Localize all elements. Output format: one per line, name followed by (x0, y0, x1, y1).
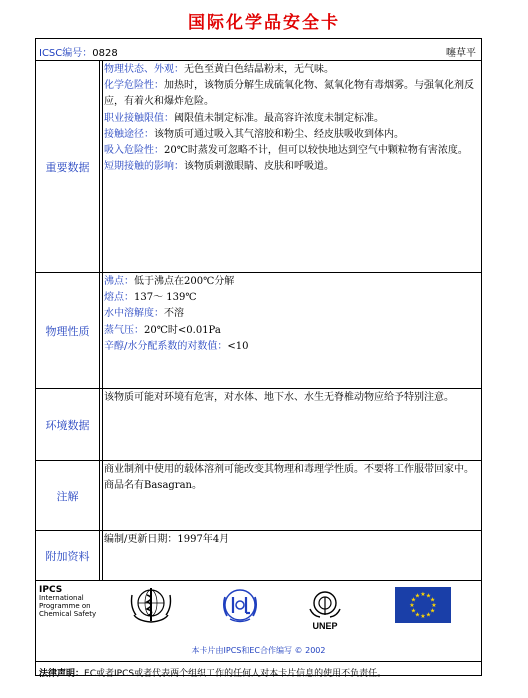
icsc-number-field (39, 44, 118, 59)
chemical-name: 噻草平 (446, 48, 476, 59)
important-line: 短期接触的影响：该物质刺激眼睛、皮肤和呼吸道。 (104, 161, 334, 173)
physical-properties-label: 物理性质 (36, 273, 100, 388)
physical-properties-content (102, 273, 481, 388)
ipcs-abbr: IPCS (39, 585, 63, 595)
important-data-content (102, 61, 481, 272)
who-emblem-icon (128, 585, 174, 625)
additional-info-content: 编制/更新日期：1997年4月 (102, 531, 481, 580)
important-line: 化学危险性：加热时，该物质分解生成硫氧化物、氮氧化物有毒烟雾。与强氧化剂反应，有着火和爆炸危险。 (104, 80, 474, 108)
eu-star-icon: ★ (414, 611, 421, 619)
ipcs-line: International (39, 594, 84, 602)
eu-star-icon: ★ (414, 592, 421, 600)
notes-row (36, 461, 481, 531)
important-line: 物理状态、外观：无色至黄白色结晶粉末，无气味。 (104, 64, 334, 75)
important-line: 接触途径：该物质可通过吸入其气溶胶和粉尘、经皮肤吸收到体内。 (104, 128, 404, 140)
property-line: 熔点：137～ 139℃ (104, 292, 197, 304)
additional-info-row (36, 531, 481, 581)
eu-star-icon: ★ (410, 607, 417, 615)
physical-properties-row (36, 273, 481, 389)
eu-star-icon: ★ (409, 602, 415, 609)
ipcs-line: Programme on (39, 602, 91, 610)
icsc-header-row (36, 39, 481, 61)
property-line: 辛醇/水分配系数的对数值：<10 (104, 340, 249, 352)
important-data-label: 重要数据 (36, 61, 100, 272)
environment-data-content: 该物质可能对环境有危害，对水体、地下水、水生无脊椎动物应给予特别注意。 (102, 389, 481, 460)
notes-label: 注解 (36, 461, 100, 530)
ipcs-logo (39, 586, 96, 618)
card-title: 国际化学品安全卡 (188, 13, 340, 33)
notes-content: 商业制剂中使用的载体溶剂可能改变其物理和毒理学性质。不要将工作服带回家中。商品名有Basagran。 (102, 461, 481, 530)
logo-bar (36, 581, 481, 662)
eu-star-icon: ★ (425, 592, 432, 600)
property-line: 沸点：低于沸点在200℃分解 (104, 276, 235, 287)
unep-emblem-icon (302, 585, 348, 631)
important-data-row (36, 61, 481, 273)
icsc-number: 0828 (92, 48, 118, 59)
legal-text: EC或者IPCS或者代表两个组织工作的任何人对本卡片信息的使用不负责任。 (84, 669, 387, 679)
environment-data-row (36, 389, 481, 461)
eu-star-icon: ★ (429, 607, 436, 615)
eu-flag-icon (395, 587, 451, 623)
legal-statement (39, 666, 386, 679)
safety-card (35, 38, 482, 679)
eu-star-icon: ★ (420, 591, 426, 598)
important-line: 吸入危险性：20℃时蒸发可忽略不计，但可以较快地达到空气中颗粒物有害浓度。 (104, 145, 468, 157)
eu-star-icon: ★ (431, 602, 437, 609)
important-line: 职业接触限值：阈限值未制定标准。最高容许浓度未制定标准。 (104, 112, 384, 124)
icsc-label: ICSC编号： (39, 48, 93, 59)
eu-star-icon: ★ (425, 611, 432, 619)
property-line: 蒸气压：20℃时<0.01Pa (104, 324, 221, 336)
ipcs-line: Chemical Safety (39, 610, 97, 618)
eu-star-icon: ★ (410, 596, 417, 604)
unep-label: UNEP (312, 621, 338, 631)
ilo-emblem-icon (220, 585, 260, 625)
environment-data-label: 环境数据 (36, 389, 100, 460)
additional-info-label: 附加资料 (36, 531, 100, 580)
property-line: 水中溶解度：不溶 (104, 308, 184, 320)
legal-label: 法律声明： (39, 669, 85, 679)
eu-star-icon: ★ (429, 596, 436, 604)
eu-star-icon: ★ (420, 613, 426, 620)
copyright-text: 本卡片由IPCS和EC合作编写 © 2002 (191, 646, 326, 655)
